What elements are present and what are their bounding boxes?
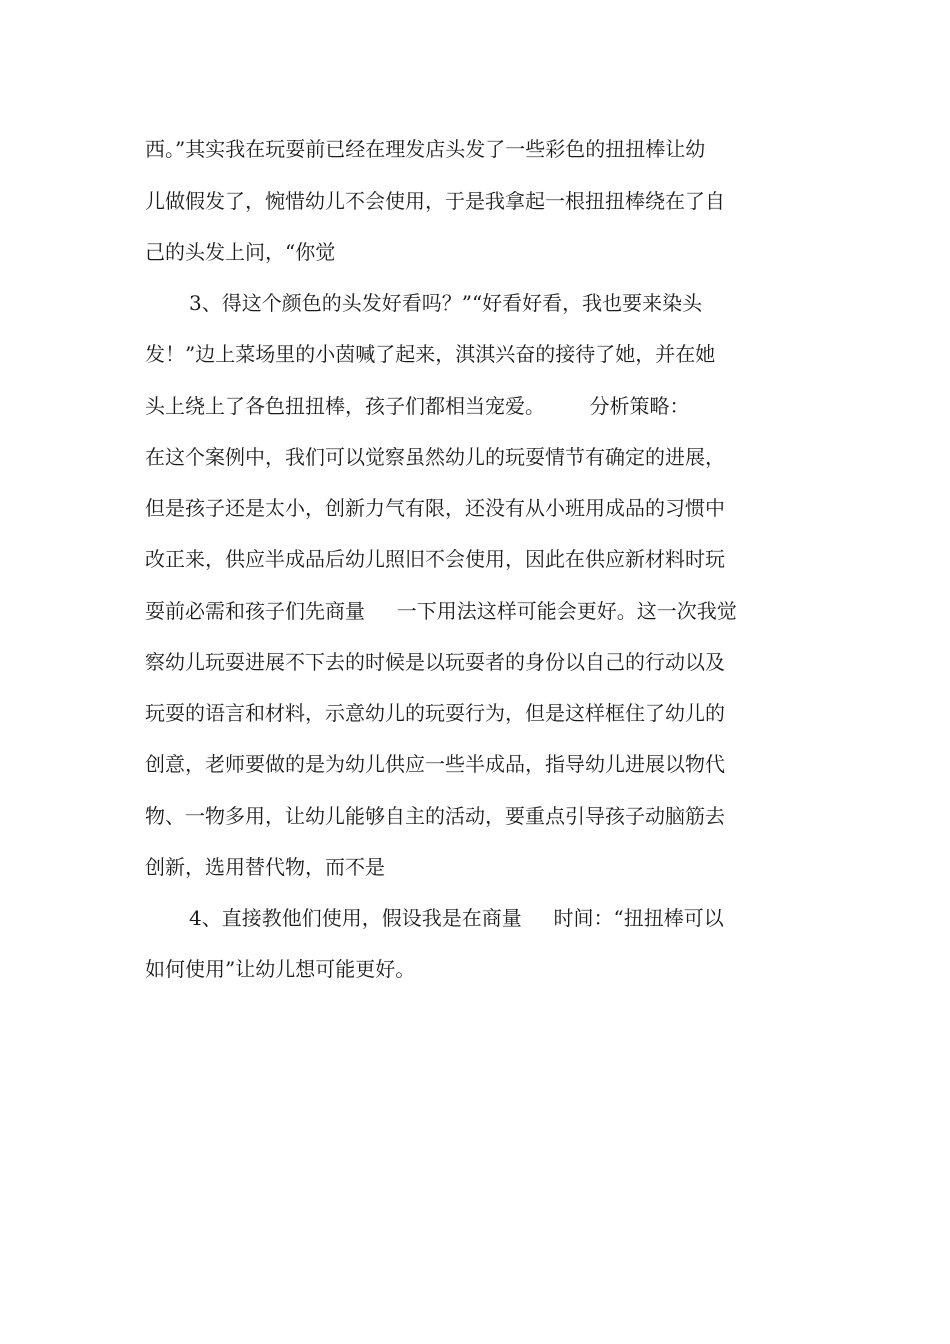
text-line: 儿做假发了，惋惜幼儿不会使用，于是我拿起一根扭扭棒绕在了自 xyxy=(145,189,725,213)
text-line: 西。”其实我在玩耍前已经在理发店头发了一些彩色的扭扭棒让幼 xyxy=(145,137,706,161)
text-line: 头上绕上了各色扭扭棒，孩子们都相当宠爱。 分析策略： xyxy=(145,394,690,418)
text-line: 物、一物多用，让幼儿能够自主的活动，要重点引导孩子动脑筋去 xyxy=(145,804,725,828)
text-line: 创意，老师要做的是为幼儿供应一些半成品，指导幼儿进展以物代 xyxy=(145,752,725,776)
paragraph-3-start: 3、得这个颜色的头发好看吗？”“好看好看，我也要来染头 xyxy=(189,291,703,315)
text-line: 己的头发上问，“你觉 xyxy=(145,240,336,264)
paragraph-4-start: 4、直接教他们使用，假设我是在商量 时间：“扭扭棒可以 xyxy=(189,906,724,930)
text-line: 发！”边上菜场里的小茵喊了起来，淇淇兴奋的接待了她，并在她 xyxy=(145,342,716,366)
text-line: 在这个案例中，我们可以觉察虽然幼儿的玩耍情节有确定的进展， xyxy=(145,445,725,469)
text-line: 创新，选用替代物，而不是 xyxy=(145,855,385,879)
text-line: 改正来，供应半成品后幼儿照旧不会使用，因此在供应新材料时玩 xyxy=(145,547,725,571)
text-line: 但是孩子还是太小，创新力气有限，还没有从小班用成品的习惯中 xyxy=(145,496,725,520)
text-line: 如何使用”让幼儿想可能更好。 xyxy=(145,957,416,981)
text-line: 耍前必需和孩子们先商量 一下用法这样可能会更好。这一次我觉 xyxy=(145,599,737,623)
text-line: 察幼儿玩耍进展不下去的时候是以玩耍者的身份以自己的行动以及 xyxy=(145,650,725,674)
text-line: 玩耍的语言和材料，示意幼儿的玩耍行为，但是这样框住了幼儿的 xyxy=(145,701,725,725)
